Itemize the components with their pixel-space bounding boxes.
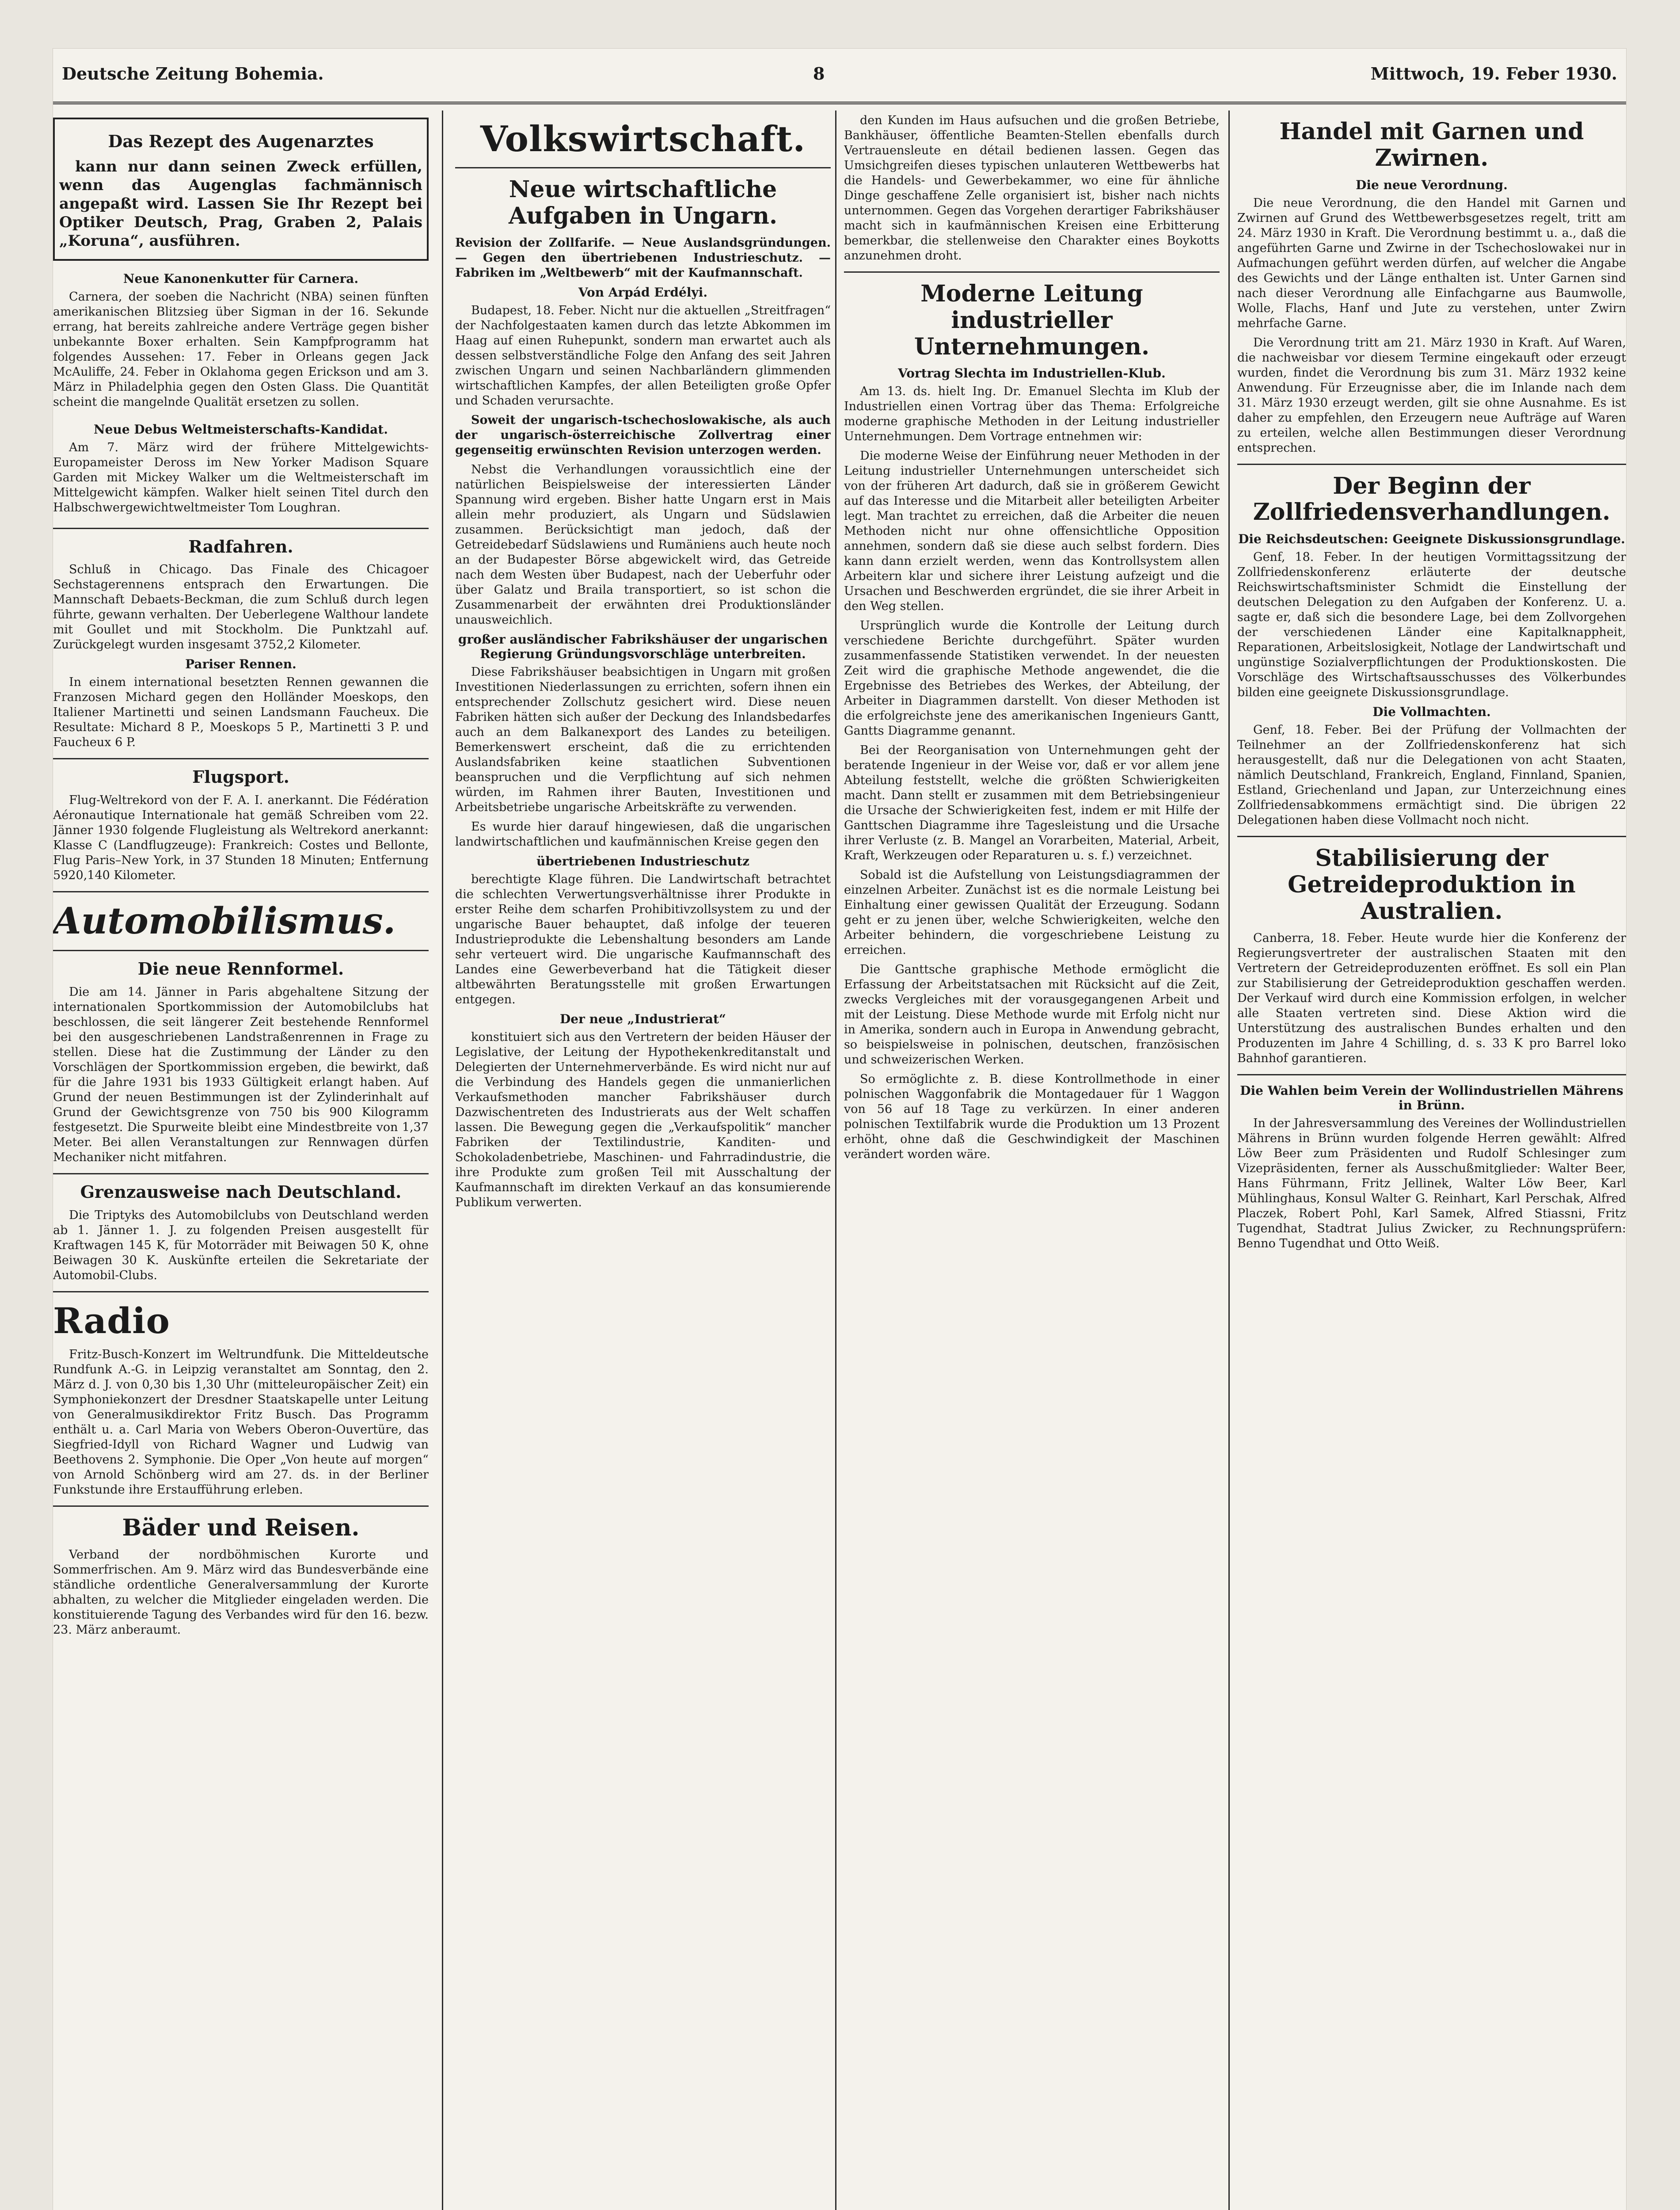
article-text: Soweit der ungarisch-tschechoslowakische, als auch der ungarisch-österreichische Zollvertrag einer gegenseitig erwünschten Revision unterzogen werden.: [455, 413, 831, 457]
article-text: In einem international besetzten Rennen gewannen die Franzosen Michard gegen den Holländer Moeskops, den Italiener Martinetti und seinen Landsmann Faucheux. Die Resultate: Michard 8 P., Moeskops 5 P., Martinetti 3 P. und Faucheux 6 P.: [53, 675, 429, 750]
article-text: Verband der nordböhmischen Kurorte und Sommerfrischen. Am 9. März wird das Bundesverbände eine ständliche ordentliche Generalversammlung der Kurorte abhalten, zu welcher die Mitglieder eingeladen werden. Die konstituierende Tagung des Verbandes wird für den 16. bezw. 23. März anberaumt.: [53, 1547, 429, 1637]
article-text: Flug-Weltrekord von der F. A. I. anerkannt. Die Fédération Aéronautique Internationale hat gemäß Schreiben vom 22. Jänner 1930 folgende Flugleistung als Weltrekord anerkannt: Klasse C (Landflugzeuge): Frankreich: Costes und Bellonte, Flug Paris–New York, in 37 Stunden 18 Minuten; Entfernung 5920,140 Kilometer.: [53, 793, 429, 883]
ad-text: kann nur dann seinen Zweck erfüllen, wenn das Augenglas fachmännisch angepaßt wird. Lassen Sie Ihr Rezept bei Optiker Deutsch, Prag, Graben 2, Palais „Koruna“, ausführen.: [59, 157, 422, 250]
article-heading: Der Beginn der Zollfriedensverhandlungen.: [1253, 472, 1611, 526]
ad-optiker: [53, 118, 429, 261]
divider: [53, 1173, 429, 1174]
divider: [1237, 1074, 1626, 1075]
article-text: Carnera, der soeben die Nachricht (NBA) seinen fünften amerikanischen Blitzsieg über Sigman in der 16. Sekunde errang, hat bereits zahlreiche andere Verträge gegen bisher unbekannte Boxer erhalten. Sein Kampfprogramm hat folgendes Aussehen: 17. Feber in Orleans gegen Jack McAuliffe, 24. Feber in Oklahoma gegen Erickson und am 3. März in Philadelphia gegen den Osten Glass. Die Quantität scheint die mangelnde Qualität ersetzen zu sollen.: [53, 290, 429, 409]
article-text: Bei der Reorganisation von Unternehmungen geht der beratende Ingenieur in der Weise vor, daß er vor allem jene Abteilung feststellt, welche die größten Schwierigkeiten macht. Dann stellt er zusammen mit dem Betriebsingenieur die Ursache der Schwierigkeiten fest, indem er mit Hilfe der Ganttschen Diagramme ihre Tagesleistung und die Ursache ihrer Verluste (z. B. Mangel an Vorarbeiten, Material, Arbeit, Kraft, Werkzeugen oder Reparaturen u. s. f.) verzeichnet.: [844, 743, 1220, 863]
column-rule: [442, 110, 443, 2210]
section-heading-baeder: Bäder und Reisen.: [122, 1514, 360, 1541]
article-text: Die am 14. Jänner in Paris abgehaltene Sitzung der internationalen Sportkommission der Automobilclubs hat beschlossen, die seit längerer Zeit bestehende Rennformel bei den ausgeschriebenen Landstraßenrennen in Frage zu stellen. Diese hat die Zustimmung der Länder zu den Vorschlägen der Sportkommission ergeben, die bewirkt, daß für die Jahre 1931 bis 1933 Gültigkeit erlangt haben. Auf Grund der neuen Bestimmungen ist der Zylinderinhalt auf Grund der Gewichtsgrenze von 750 bis 900 Kilogramm festgesetzt. Die Spurweite bleibt eine Mindestbreite von 1,37 Meter. Bei allen Veranstaltungen zur Rennwagen dürfen Mechaniker nicht mitfahren.: [53, 985, 429, 1165]
article-summary: Revision der Zollfarife. — Neue Auslandsgründungen. — Gegen den übertriebenen Industrieschutz. — Fabriken im „Weltbewerb“ mit der Kaufmannschaft.: [455, 236, 831, 280]
article-text: Die Ganttsche graphische Methode ermöglicht die Erfassung der Arbeitstatsachen mit Rücksicht auf die Zeit, zwecks Vergleiches mit der vorausgegangenen Arbeit und mit der Leistung. Diese Methode wurde mit Erfolg nicht nur in Amerika, sondern auch in Europa in Anwendung gebracht, so beispielsweise in polnischen, deutschen, französischen und schweizerischen Werken.: [844, 963, 1220, 1067]
article-text: Genf, 18. Feber. In der heutigen Vormittagssitzung der Zollfriedenskonferenz erläuterte der deutsche Reichswirtschaftsminister Schmidt die Einstellung der deutschen Delegation zu den Aufgaben der Konferenz. U. a. sagte er, daß sich die besondere Lage, bei dem Zollvorgehen der verschiedenen Länder eine Kapitalknappheit, Reparationen, Arbeitslosigkeit, Notlage der Landwirtschaft und ungünstige Sozialverpflichtungen der Produktionskosten. Die Vorschläge des Wirtschaftsausschusses des Völkerbundes bilden eine geeignete Diskussionsgrundlage.: [1237, 550, 1626, 700]
article-heading: Handel mit Garnen und Zwirnen.: [1279, 118, 1584, 171]
article-text: In der Jahresversammlung des Vereines der Wollindustriellen Mährens in Brünn wurden folgende Herren gewählt: Alfred Löw Beer zum Präsidenten und Rudolf Schlesinger zum Vizepräsidenten, ferner als Ausschußmitglieder: Walter Beer, Hans Führmann, Fritz Jellinek, Walter Löw Beer, Karl Mühlinghaus, Konsul Walter G. Reinhart, Karl Perschak, Alfred Placzek, Robert Pohl, Karl Samek, Alfred Stiassni, Fritz Tugendhat, Stadtrat Julius Zwicker, zu Rechnungsprüfern: Benno Tugendhat und Otto Weiß.: [1237, 1116, 1626, 1250]
article-text: Die moderne Weise der Einführung neuer Methoden in der Leitung industrieller Unternehmungen unterscheidet sich von der früheren Art dadurch, daß sie in größerem Gewicht auf das Interesse und die Mitarbeit aller beteiligten Arbeiter legt. Man trachtet zu erreichen, daß die Arbeiter die neuen Methoden nicht nur ohne offensichtliche Opposition annehmen, sondern daß sie diese auch selbst fordern. Dies kann dann erzielt werden, wenn das Kontrollsystem allen Arbeitern klar und sichere ihrer Leistung aufzeigt und die Ursachen und Beschwerden ergründet, die sie ihrer Arbeit in den Weg stellen.: [844, 449, 1220, 613]
article-text: Die Triptyks des Automobilclubs von Deutschland werden ab 1. Jänner 1. J. zu folgenden Preisen ausgestellt für Kraftwagen 145 K, für Motorräder mit Beiwagen 50 K, ohne Beiwagen 30 K. Auskünfte erteilen die Sekretariate der Automobil-Clubs.: [53, 1208, 429, 1282]
byline: Von Arpád Erdélyi.: [578, 285, 708, 300]
masthead-title: Deutsche Zeitung Bohemia.: [62, 64, 324, 84]
subheading: Die Reichsdeutschen: Geeignete Diskussionsgrundlage.: [1238, 532, 1625, 547]
divider: [53, 891, 429, 892]
article-heading: Pariser Rennen.: [185, 657, 296, 672]
article-text: Es wurde hier darauf hingewiesen, daß die ungarischen landwirtschaftlichen und kaufmännischen Kreise gegen den: [455, 819, 831, 849]
divider: [1237, 464, 1626, 465]
article-text: Am 7. März wird der frühere Mittelgewichts-Europameister Deross im New Yorker Madison Square Garden mit Mickey Walker um die Weltmeisterschaft im Mittelgewicht kämpfen. Walker hielt seinen Titel durch den Halbschwergewichtweltmeister Tom Loughran.: [53, 440, 429, 514]
article-text: den Kunden im Haus aufsuchen und die großen Betriebe, Bankhäuser, öffentliche Beamten-Stellen ebenfalls durch Vertrauensleute en détail bedienen lassen. Gegen das Umsichgreifen dieses typischen unlauteren Wettbewerbs hat die Handels- und Gewerbekammer, wo eine für ähnliche Dinge geschaffene Zelle organisiert ist, bisher nach nichts unternommen. Gegen das Vorgehen derartiger Fabrikshäuser macht sich in kaufmännischen Kreisen eine Erbitterung bemerkbar, die stellenweise den Charakter eines Boykotts anzunehmen droht.: [844, 114, 1220, 263]
article-heading: Moderne Leitung industrieller Unternehmungen.: [914, 280, 1150, 360]
article-heading: Grenzausweise nach Deutschland.: [80, 1182, 402, 1202]
subheading: Die Wahlen beim Verein der Wollindustriellen Mährens in Brünn.: [1240, 1083, 1623, 1113]
article-text: Ursprünglich wurde die Kontrolle der Leitung durch verschiedene Berichte durchgeführt. Später wurden zusammenfassende Statistiken verwendet. In der neuesten Zeit wird die graphische Methode angewendet, die die Ergebnisse des Betriebes des Werkes, der Abteilung, der Arbeiter in Diagrammen darstellt. Von dieser Methoden ist die erfolgreichste jene des amerikanischen Ingenieurs Gantt, Gantts Diagramme genannt.: [844, 619, 1220, 738]
article-text: Canberra, 18. Feber. Heute wurde hier die Konferenz der Regierungsvertreter der australischen Staaten mit den Vertretern der Getreideproduzenten eröffnet. Es soll ein Plan zur Stabilisierung der Getreideproduktion geschaffen werden. Der Verkauf wird durch eine Kommission erfolgen, in welcher alle Staaten vertreten sind. Diese Aktion wird die Unterstützung des australischen Bundes erhalten und den Produzenten im Jahre 4 Schilling, d. s. 33 K pro Barrel loko Bahnhof garantieren.: [1237, 931, 1626, 1065]
column-rule: [1228, 110, 1230, 2210]
article-text: Diese Fabrikshäuser beabsichtigen in Ungarn mit großen Investitionen Niederlassungen zu errichten, sofern ihnen ein entsprechender Zollschutz gesichert wird. Diese neuen Fabriken hätten sich außer der Deckung des Inlandsbedarfes auch an dem Balkanexport des Landes zu beteiligen. Bemerkenswert erscheint, daß die zu errichtenden Auslandsfabriken keine staatlichen Subventionen beanspruchen und die Verpflichtung auf sich nehmen würden, im Rahmen ihrer Bauten, Investitionen und Arbeitsbetriebe ungarische Arbeitskräfte zu verwenden.: [455, 665, 831, 814]
article-heading: Neue Debus Weltmeisterschafts-Kandidat.: [94, 422, 388, 437]
article-text: Schluß in Chicago. Das Finale des Chicagoer Sechstagerennens entsprach den Erwartungen. Die Mannschaft Debaets-Beckman, die zum Schluß durch legen führte, gewann verhalten. Der Ueberlegene Walthour landete mit Goullet und mit Stockholm. Die Punktzahl auf. Zurückgelegt wurden insgesamt 3752,2 Kilometer.: [53, 563, 429, 652]
article-heading: Neue wirtschaftliche Aufgaben in Ungarn.: [508, 176, 778, 229]
article-text: Die neue Verordnung, die den Handel mit Garnen und Zwirnen auf Grund des Wettbewerbsgesetzes regelt, tritt am 24. März 1930 in Kraft. Die Verordnung bestimmt u. a., daß die angeführten Garne und Zwirne in der Tschechoslowakei nur in Aufmachungen geführt werden dürfen, auf welcher die Angabe des Gewichts und der Länge enthalten ist. Unter Garnen sind nach dieser Verordnung alle Einfachgarne aus Baumwolle, Wolle, Flachs, Hanf und Jute zu verstehen, unter Zwirn mehrfache Garne.: [1237, 196, 1626, 330]
section-heading-flugsport: Flugsport.: [192, 767, 289, 787]
article-heading: Die neue Rennformel.: [137, 959, 344, 979]
column-1: [53, 110, 429, 2210]
section-heading-automobilismus: Automobilismus.: [53, 900, 396, 943]
section-heading-radio: Radio: [53, 1299, 170, 1341]
article-debus: [53, 422, 429, 515]
divider: [53, 950, 429, 951]
newspaper-page: [53, 49, 1626, 2210]
divider: [53, 1505, 429, 1507]
divider: [1237, 836, 1626, 837]
article-text: Sobald ist die Aufstellung von Leistungsdiagrammen der einzelnen Arbeiter. Zunächst ist es die normale Leistung bei Einhaltung einer gewissen Qualität der Erzeugung. Sodann geht er zu jenen über, welche Schwierigkeiten, welche den Arbeiter behindern, die vorgeschriebene Leistung zu erreichen.: [844, 868, 1220, 957]
article-text: berechtigte Klage führen. Die Landwirtschaft betrachtet die schlechten Verwertungsverhältnisse ihrer Produkte in erster Reihe dem scharfen Prohibitivzollsystem zu und der ungarische Bauer behauptet, daß infolge der teueren Industrieprodukte die Lebenshaltung besonders am Lande sehr verteuert wird. Die ungarische Kaufmannschaft des Landes eine Gewerbeverband hat die Tätigkeit dieser altbewährten Beratungsstelle mit großen Erwartungen entgegen.: [455, 872, 831, 1006]
article-text: Am 13. ds. hielt Ing. Dr. Emanuel Slechta im Klub der Industriellen einen Vortrag über das Thema: Erfolgreiche moderne graphische Methoden in der Leitung industrieller Unternehmungen. Dem Vortrage entnehmen wir:: [844, 385, 1220, 444]
divider: [53, 528, 429, 529]
divider: [455, 167, 831, 168]
page-number: 8: [813, 64, 825, 84]
article-text: Genf, 18. Feber. Bei der Prüfung der Vollmachten der Teilnehmer an der Zollfriedenskonferenz hat sich herausgestellt, daß nur die Delegationen von acht Staaten, nämlich Deutschland, Frankreich, England, Finnland, Spanien, Estland, Griechenland und Japan, zur Unterzeichnung eines Zollfriedensabkommens ermächtigt sind. Die übrigen 22 Delegationen haben diese Vollmacht noch nicht.: [1237, 723, 1626, 827]
article-text: Budapest, 18. Feber. Nicht nur die aktuellen „Streitfragen“ der Nachfolgestaaten kamen durch das letzte Abkommen im Haag auf einen Ruhepunkt, sondern man erwartet auch als dessen selbstverständliche Folge den Anfang des seit Jahren zwischen Ungarn und seinen Nachbarländern glimmenden wirtschaftlichen Kampfes, der allen Beteiligten große Opfer und Schaden verursachte.: [455, 303, 831, 408]
section-heading-radfahren: Radfahren.: [188, 536, 293, 556]
subheading: großer ausländischer Fabrikshäuser der ungarischen Regierung Gründungsvorschläge unterbreiten.: [458, 632, 828, 661]
divider: [844, 271, 1220, 273]
divider: [53, 758, 429, 759]
article-text: Die Verordnung tritt am 21. März 1930 in Kraft. Auf Waren, die nachweisbar vor diesem Termine eingekauft oder erzeugt wurden, findet die Verordnung bis zum 31. März 1932 keine Anwendung. Für Erzeugnisse aber, die im Inlande nach dem 31. März 1930 erzeugt werden, gilt sie ohne Ausnahme. Es ist daher zu empfehlen, den Erzeugern neue Aufträge auf Waren zu erteilen, welche allen Bestimmungen dieser Verordnung entsprechen.: [1237, 335, 1626, 455]
article-text: Nebst die Verhandlungen voraussichtlich eine der natürlichen Beispielsweise der interessierten Länder Spannung wird ergeben. Bisher hatte Ungarn erst in Mais allein mehr produziert, als Ungarn und Südslawien zusammen. Berücksichtigt man jedoch, daß der Getreidebedarf Südslawiens und Rumäniens auch heute noch an der Budapester Börse abgewickelt wird, das Getreide nach dem Westen über Budapest, nach der Ueberfuhr oder über Galatz und Braila transportiert, so ist schon die Zusammenarbeit der erwähnten drei Produktionsländer unausweichlich.: [455, 462, 831, 627]
section-heading-volkswirtschaft: Volkswirtschaft.: [480, 118, 806, 160]
article-text: Fritz-Busch-Konzert im Weltrundfunk. Die Mitteldeutsche Rundfunk A.-G. in Leipzig veranstaltet am Sonntag, den 2. März d. J. von 0,30 bis 1,30 Uhr (mitteleuropäischer Zeit) ein Symphoniekonzert der Dresdner Staatskapelle unter Leitung von Generalmusikdirektor Fritz Busch. Das Programm enthält u. a. Carl Maria von Webers Oberon-Ouvertüre, das Siegfried-Idyll von Richard Wagner und Ludwig van Beethovens 2. Symphonie. Die Oper „Von heute auf morgen“ von Arnold Schönberg wird am 27. ds. in der Berliner Funkstunde ihre Erstaufführung erleben.: [53, 1347, 429, 1497]
column-2: [455, 110, 831, 2210]
column-3: [844, 110, 1220, 2210]
article-carnera: [53, 271, 429, 410]
article-heading: Neue Kanonenkutter für Carnera.: [123, 271, 359, 286]
masthead: [53, 49, 1626, 104]
masthead-date: Mittwoch, 19. Feber 1930.: [1370, 64, 1617, 84]
divider: [53, 1291, 429, 1292]
column-4: [1237, 110, 1626, 2210]
subheading: Die neue Verordnung.: [1356, 177, 1508, 192]
article-text: konstituiert sich aus den Vertretern der beiden Häuser der Legislative, der Leitung der Hypothekenkreditanstalt und Delegierten der Unternehmerverbände. Es wird nicht nur auf die Verbindung des Handels gegen die unmanierlichen Verkaufsmethoden mancher Fabrikshäuser durch Dazwischentreten des Industrierats aus der Welt schaffen lassen. Die Bewegung gegen die „Verkaufspolitik“ mancher Fabriken der Textilindustrie, Kanditen- und Schokoladenbetriebe, Maschinen- und Fahrradindustrie, die ihre Produkte zum großen Teil mit Ausschaltung der Kaufmannschaft im direkten Verkauf an das konsumierende Publikum verwerten.: [455, 1030, 831, 1209]
subheading: Die Vollmachten.: [1372, 705, 1491, 720]
subheading: Vortrag Slechta im Industriellen-Klub.: [898, 366, 1166, 381]
column-rule: [835, 110, 836, 2210]
article-heading: Stabilisierung der Getreideproduktion in Australien.: [1288, 845, 1576, 925]
subheading: Der neue „Industrierat“: [559, 1011, 726, 1026]
ad-title: Das Rezept des Augenarztes: [108, 131, 374, 151]
subheading: übertriebenen Industrieschutz: [536, 854, 749, 869]
article-text: So ermöglichte z. B. diese Kontrollmethode in einer polnischen Waggonfabrik die Montagedauer für 1 Waggon von 56 auf 18 Tage zu verkürzen. In einer anderen polnischen Textilfabrik wurde die Produktion um 13 Prozent erhöht, ohne daß die Geschwindigkeit der Maschinen verändert worden wäre.: [844, 1072, 1220, 1162]
